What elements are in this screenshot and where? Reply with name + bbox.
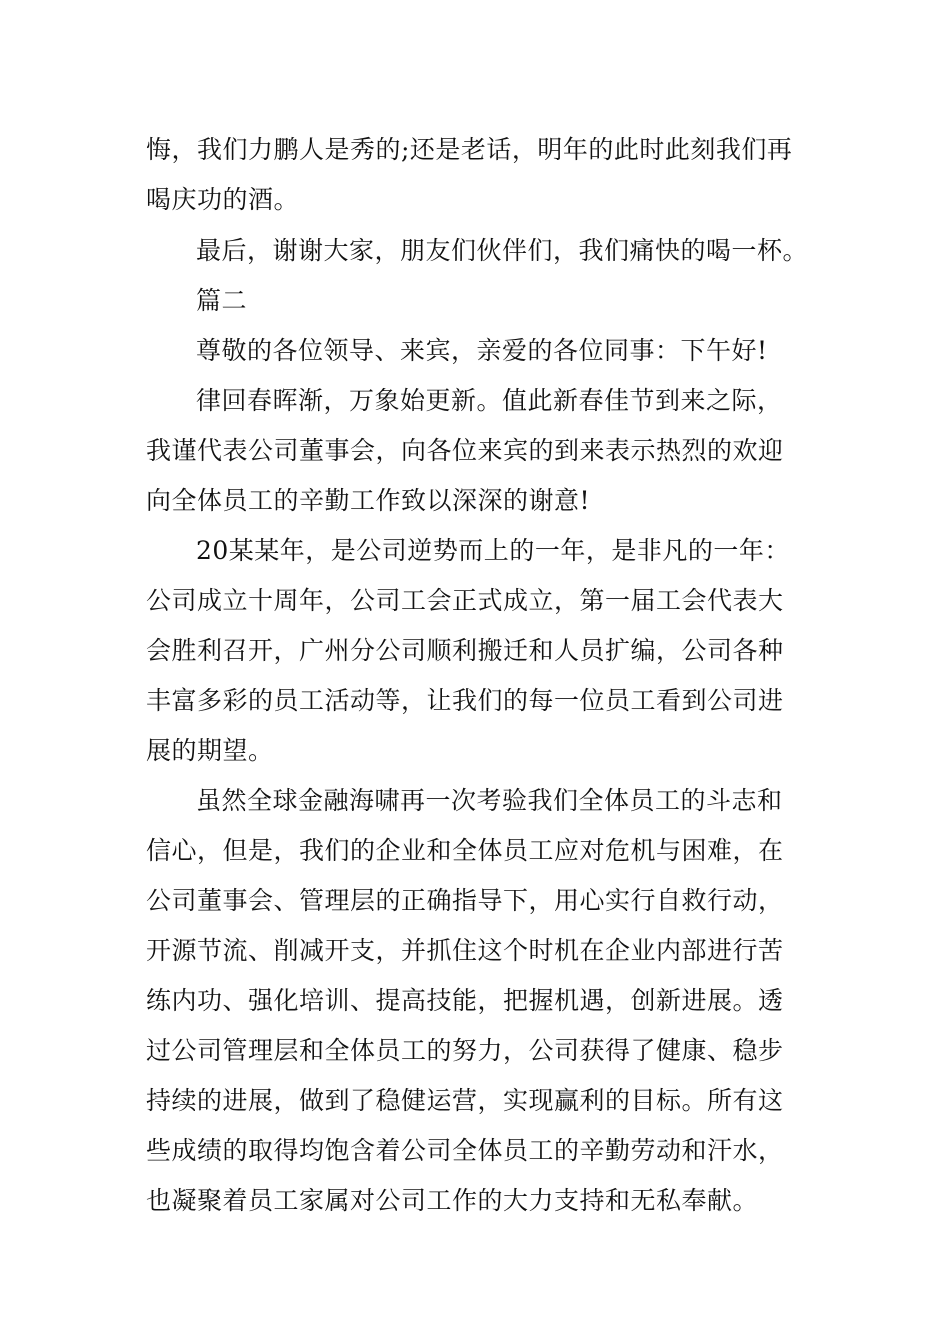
text-line: 丰富多彩的员工活动等，让我们的每一位员工看到公司进 — [146, 686, 784, 715]
text-line: 信心，但是，我们的企业和全体员工应对危机与困难，在 — [146, 836, 784, 865]
text-line: 些成绩的取得均饱含着公司全体员工的辛勤劳动和汗水， — [146, 1136, 784, 1165]
text-line: 公司董事会、管理层的正确指导下，用心实行自救行动， — [146, 886, 784, 915]
text-line: 练内功、强化培训、提高技能，把握机遇，创新进展。透 — [146, 986, 784, 1015]
text-line: 我谨代表公司董事会，向各位来宾的到来表示热烈的欢迎 — [146, 436, 784, 465]
text-line: 也凝聚着员工家属对公司工作的大力支持和无私奉献。 — [146, 1186, 759, 1215]
paragraph-line: 律回春晖渐，万象始更新。值此新春佳节到来之际， — [196, 386, 783, 415]
text-line: 公司成立十周年，公司工会正式成立，第一届工会代表大 — [146, 586, 784, 615]
text-line: 展的期望。 — [146, 736, 274, 765]
text-line: 持续的进展，做到了稳健运营，实现赢利的目标。所有这 — [146, 1086, 784, 1115]
text-line: 过公司管理层和全体员工的努力，公司获得了健康、稳步 — [146, 1036, 784, 1065]
paragraph-line: 20某某年，是公司逆势而上的一年，是非凡的一年： — [196, 536, 790, 565]
paragraph-line: 最后，谢谢大家，朋友们伙伴们，我们痛快的喝一杯。 — [196, 236, 809, 265]
text-line: 喝庆功的酒。 — [146, 185, 300, 214]
text-line: 向全体员工的辛勤工作致以深深的谢意! — [146, 486, 591, 515]
text-line: 开源节流、削减开支，并抓住这个时机在企业内部进行苦 — [146, 936, 784, 965]
section-heading: 篇二 — [196, 286, 248, 315]
text-line: 会胜利召开，广州分公司顺利搬迁和人员扩编，公司各种 — [146, 636, 784, 665]
text-line: 悔，我们力鹏人是秀的;还是老话，明年的此时此刻我们再 — [146, 135, 793, 164]
greeting-line: 尊敬的各位领导、来宾，亲爱的各位同事：下午好! — [196, 336, 768, 365]
paragraph-line: 虽然全球金融海啸再一次考验我们全体员工的斗志和 — [196, 786, 783, 815]
